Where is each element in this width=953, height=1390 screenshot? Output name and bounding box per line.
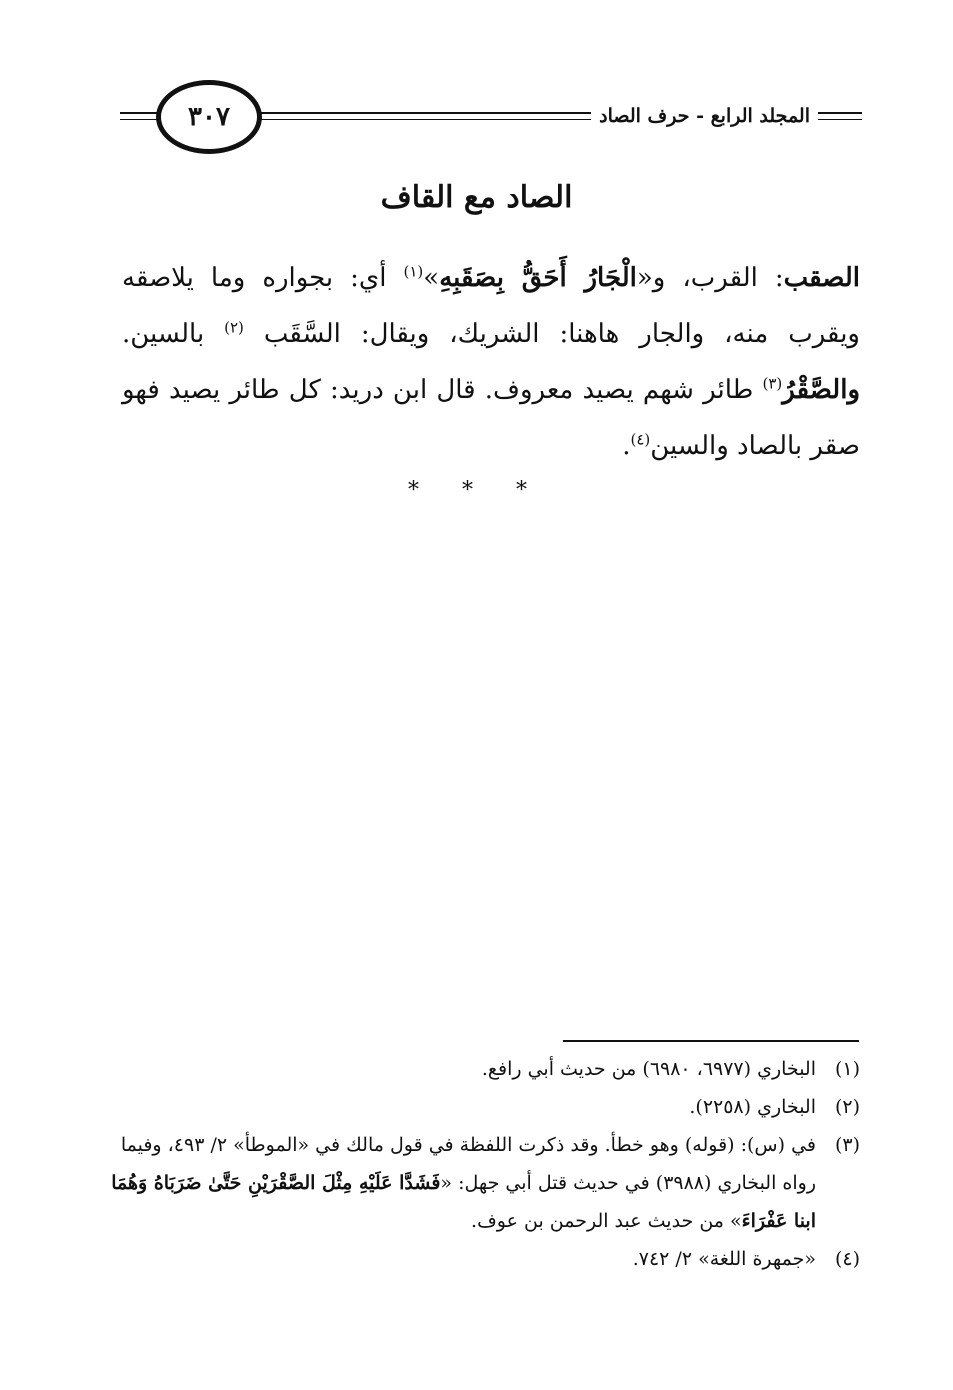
footnote-text-run: في (س): (قوله) وهو خطأ. وقد ذكرت اللفظة في قول مالك في «الموطأ» ٢/ ٤٩٣، وفيما رواه البخاري (٣٩٨٨) في حديث قتل أبي جهل: « [120, 1134, 816, 1194]
footnote-item [100, 1050, 860, 1088]
footnote-rule [563, 1040, 859, 1042]
footnote-ref-1: (١) [403, 262, 424, 281]
footnote-hadith-quote: فَشَدَّا عَلَيْهِ مِثْلَ الصَّقْرَيْنِ حَتَّىٰ ضَرَبَاهُ وَهُمَا ابنا عَفْرَاءَ [111, 1172, 816, 1232]
footnote-text: «جمهرة اللغة» ٢/ ٧٤٢. [632, 1248, 816, 1270]
headword-saqr: والصَّقْرُ [782, 375, 860, 405]
body-text-run: : القرب، و« [636, 263, 784, 293]
footnote-ref-3: (٣) [762, 374, 783, 393]
footnote-item [100, 1088, 860, 1126]
section-separator: * * * [408, 478, 545, 503]
body-text-run: بالسين. [122, 319, 225, 349]
body-text-run: طائر شهم يصيد معروف. قال ابن دريد: كل طائر يصيد فهو صقر بالصاد والسين [122, 375, 860, 461]
footnote-ref-4: (٤) [630, 430, 651, 449]
footnote-item [100, 1240, 860, 1278]
page-header [120, 78, 862, 158]
footnote-text-run: » من حديث عبد الرحمن بن عوف. [471, 1210, 742, 1232]
page-number: ٣٠٧ [156, 80, 262, 154]
body-text-run: » [423, 263, 440, 293]
footnote-text [100, 1126, 816, 1240]
footnote-text: البخاري (٢٢٥٨). [689, 1096, 816, 1118]
footnote-text: البخاري (٦٩٧٧، ٦٩٨٠) من حديث أبي رافع. [481, 1058, 816, 1080]
footnote-number: (٤) [834, 1248, 860, 1270]
footnote-number: (٣) [834, 1134, 860, 1156]
footnote-item [100, 1126, 860, 1240]
headword-saqab: الصقب [783, 263, 860, 293]
section-title: الصاد مع القاف [380, 180, 573, 215]
footnotes [100, 1050, 860, 1278]
hadith-quote: الْجَارُ أَحَقُّ بِصَقَبِهِ [439, 263, 637, 293]
body-text-run: أي: بجواره وما يلاصقه ويقرب منه، والجار هاهنا: الشريك، ويقال: السَّقَب [122, 263, 860, 349]
body-text [122, 250, 860, 474]
footnote-number: (٢) [834, 1096, 860, 1118]
footnote-number: (١) [834, 1058, 860, 1080]
footnote-ref-2: (٢) [224, 318, 244, 337]
running-head: المجلد الرابع - حرف الصاد [591, 105, 818, 127]
body-text-run: . [622, 431, 631, 461]
